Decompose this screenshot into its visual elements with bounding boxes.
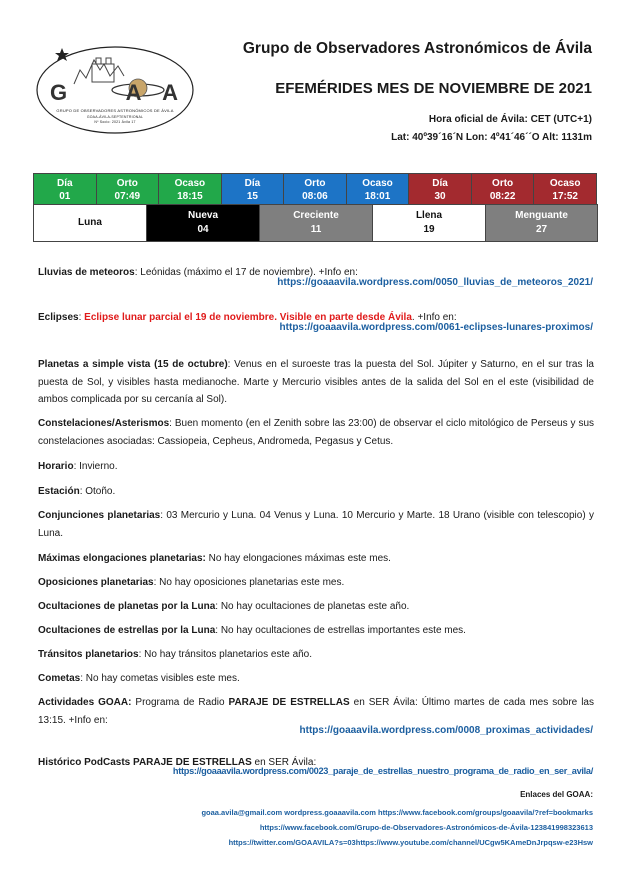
footer-links-3[interactable]: https://twitter.com/GOAAVILA?s=03https://www.youtube.com/channel/UCgw5KAmeDnJrpqsw-e23Hsw: [228, 838, 593, 847]
sun-cell: Orto 07:49: [96, 174, 159, 206]
moon-phases-table: [33, 204, 598, 242]
footer-links-1[interactable]: goaa.avila@gmail.com wordpress.goaaavila.com https://www.facebook.com/groups/goaavila/?ref=bookmarks: [201, 808, 593, 817]
timezone-info: Hora oficial de Ávila: CET (UTC+1): [428, 114, 592, 125]
logo-letter: A: [162, 80, 180, 105]
footer-links-2[interactable]: https://www.facebook.com/Grupo-de-Observadores-Astronómicos-de-Ávila-123841998323613: [259, 823, 593, 832]
footer-heading: Enlaces del GOAA:: [520, 790, 593, 799]
sun-cell: Ocaso 18:01: [346, 174, 409, 206]
sun-cell: Día 30: [409, 174, 472, 206]
logo-caption-2: GOAA-ÁVILA-SEPTENTRIONAL: [86, 115, 144, 119]
sun-cell: Día 15: [221, 174, 284, 206]
sunrise-sunset-table: [33, 173, 597, 206]
moon-label: Luna: [34, 205, 147, 242]
schedule-section: Horario: Invierno.: [38, 461, 118, 472]
meteors-section: Lluvias de meteoros: Leónidas (máximo el 17 de noviembre). +Info en:: [38, 267, 358, 278]
constellations-section: Constelaciones/Asterismos: Buen momento (en el Zenith sobre las 23:00) de observar el ciclo mitológico de Perseus y sus constelaciones asociadas: Cassiopeia, Cepheus, Andromeda, Pegasus y Cetus.: [38, 418, 594, 447]
meteors-link[interactable]: https://goaaavila.wordpress.com/0050_lluvias_de_meteoros_2021/: [277, 277, 593, 288]
moon-phase-new: Nueva 04: [147, 205, 260, 242]
season-section: Estación: Otoño.: [38, 486, 116, 497]
coordinates-info: Lat: 40º39´16´N Lon: 4º41´46´´O Alt: 1131m: [391, 132, 592, 143]
sun-cell: Ocaso 18:15: [159, 174, 222, 206]
goaa-logo: [34, 44, 196, 136]
elongations-section: Máximas elongaciones planetarias: No hay elongaciones máximas este mes.: [38, 553, 391, 564]
sun-cell: Ocaso 17:52: [534, 174, 597, 206]
podcasts-section: Histórico PodCasts PARAJE DE ESTRELLAS en SER Ávila:: [38, 757, 317, 768]
org-title: Grupo de Observadores Astronómicos de Ávila: [242, 40, 592, 57]
podcasts-link[interactable]: https://goaaavila.wordpress.com/0023_paraje_de_estrellas_nuestro_programa_de_radio_en_ser_avila/: [172, 766, 593, 776]
transits-section: Tránsitos planetarios: No hay tránsitos planetarios este año.: [38, 649, 313, 660]
sun-cell: Orto 08:06: [284, 174, 347, 206]
comets-section: Cometas: No hay cometas visibles este mes.: [38, 673, 240, 684]
oppositions-section: Oposiciones planetarias: No hay oposiciones planetarias este mes.: [38, 577, 345, 588]
logo-letter: G: [50, 80, 70, 105]
sun-cell: Orto 08:22: [471, 174, 534, 206]
activities-link[interactable]: https://goaaavila.wordpress.com/0008_proximas_actividades/: [299, 725, 593, 736]
sun-cell: Día 01: [34, 174, 97, 206]
eclipses-section: Eclipses: Eclipse lunar parcial el 19 de noviembre. Visible en parte desde Ávila. +Info en:: [38, 312, 457, 323]
moon-phase-full: Llena 19: [373, 205, 486, 242]
activities-section: Actividades GOAA: Programa de Radio PARAJE DE ESTRELLAS en SER Ávila: Último martes de cada mes sobre las 13:15. +Info en:: [38, 697, 594, 726]
logo-caption: GRUPO DE OBSERVADORES ASTRONÓMICOS DE ÁVILA: [56, 108, 174, 113]
eclipses-link[interactable]: https://goaaavila.wordpress.com/0061-eclipses-lunares-proximos/: [279, 322, 593, 333]
logo-caption-3: Nº Socio: 2021 Ávila 17: [94, 120, 136, 124]
occultations-stars-section: Ocultaciones de estrellas por la Luna: No hay ocultaciones de estrellas importantes este mes.: [38, 625, 466, 636]
moon-phase-first-quarter: Creciente 11: [260, 205, 373, 242]
planets-section: Planetas a simple vista (15 de octubre): Venus en el suroeste tras la puesta del Sol. Júpiter y Saturno, en el sur tras la puesta de Sol, y visibles hasta medianoche. Marte y Mercurio visibles antes de la salida del Sol en el este (visibilidad de ambos complicada por su cercanía al Sol).: [38, 359, 594, 405]
conjunctions-section: Conjunciones planetarias: 03 Mercurio y Luna. 04 Venus y Luna. 10 Mercurio y Marte. 18 Urano (visible con telescopio) y Luna.: [38, 510, 594, 539]
ephemeris-title: EFEMÉRIDES MES DE NOVIEMBRE DE 2021: [275, 80, 592, 97]
occultations-planets-section: Ocultaciones de planetas por la Luna: No hay ocultaciones de planetas este año.: [38, 601, 410, 612]
logo-letter: A: [125, 80, 144, 105]
moon-phase-last-quarter: Menguante 27: [486, 205, 598, 242]
